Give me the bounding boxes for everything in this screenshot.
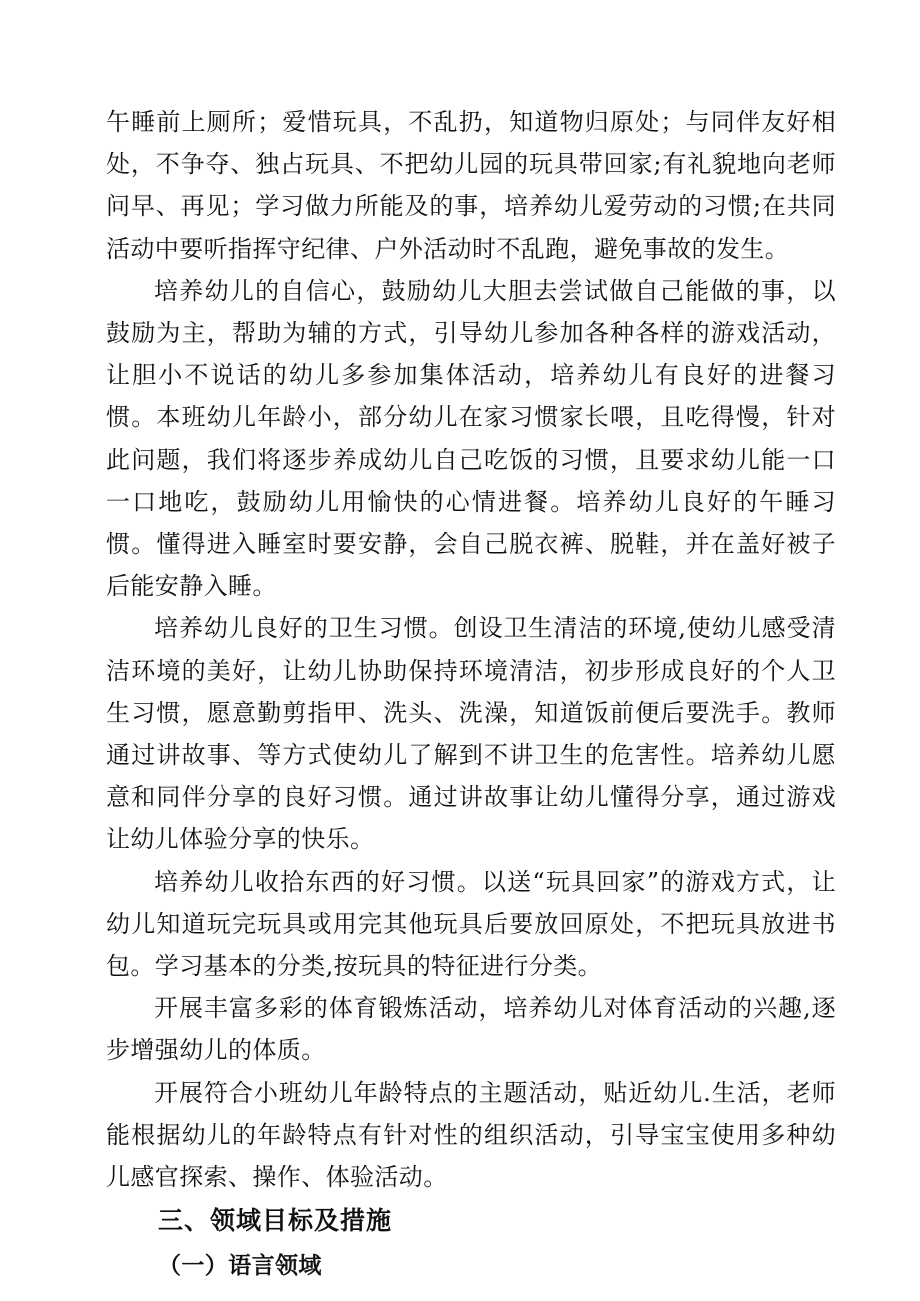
subsection-heading: （一）语言领域 <box>158 1252 322 1280</box>
paragraph-hygiene: 培养幼儿良好的卫生习惯。创设卫生清洁的环境,使幼儿感受清洁环境的美好，让幼儿协助保持环境清洁，初步形成良好的个人卫生习惯，愿意勤剪指甲、洗头、洗澡，知道饭前便后要洗手。教师通过讲故事、等方式使幼儿了解到不讲卫生的危害性。培养幼儿愿意和同伴分享的良好习惯。通过讲故事让幼儿懂得分享，通过游戏让幼儿体验分享的快乐。 <box>106 614 836 854</box>
paragraph-tidying: 培养幼儿收拾东西的好习惯。以送“玩具回家”的游戏方式，让幼儿知道玩完玩具或用完其他玩具后要放回原处，不把玩具放进书包。学习基本的分类,按玩具的特征进行分类。 <box>106 867 836 981</box>
section-heading: 三、领域目标及措施 <box>158 1206 393 1236</box>
paragraph-sports: 开展丰富多彩的体育锻炼活动，培养幼儿对体育活动的兴趣,逐步增强幼儿的体质。 <box>106 994 836 1065</box>
paragraph-theme-activities: 开展符合小班幼儿年龄特点的主题活动，贴近幼儿.生活，老师能根据幼儿的年龄特点有针对性的组织活动，引导宝宝使用多种幼儿感官探索、操作、体验活动。 <box>106 1078 836 1192</box>
paragraph-habits-continued: 午睡前上厕所；爱惜玩具，不乱扔，知道物归原处；与同伴友好相处，不争夺、独占玩具、不把幼儿园的玩具带回家;有礼貌地向老师问早、再见；学习做力所能及的事，培养幼儿爱劳动的习惯;在共同活动中要听指挥守纪律、户外活动时不乱跑，避免事故的发生。 <box>106 108 836 263</box>
document-body <box>106 101 836 1288</box>
paragraph-self-confidence: 培养幼儿的自信心，鼓励幼儿大胆去尝试做自己能做的事，以鼓励为主，帮助为辅的方式，引导幼儿参加各种各样的游戏活动，让胆小不说话的幼儿多参加集体活动，培养幼儿有良好的进餐习惯。本班幼儿年龄小，部分幼儿在家习惯家长喂，且吃得慢，针对此问题，我们将逐步养成幼儿自己吃饭的习惯，且要求幼儿能一口一口地吃，鼓励幼儿用愉快的心情进餐。培养幼儿良好的午睡习惯。懂得进入睡室时要安静，会自己脱衣裤、脱鞋，并在盖好被子后能安静入睡。 <box>106 276 836 601</box>
